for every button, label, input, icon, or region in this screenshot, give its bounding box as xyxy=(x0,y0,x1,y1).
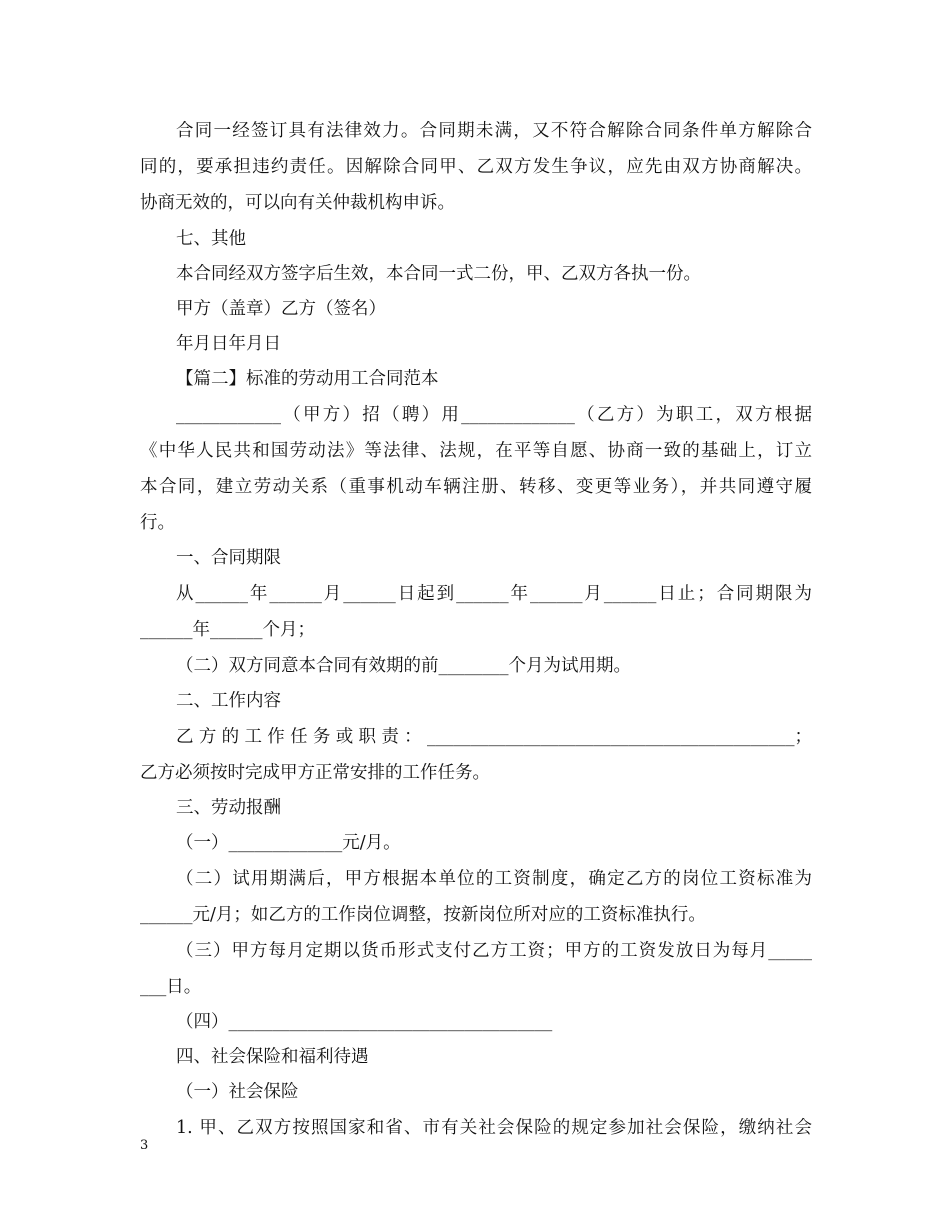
article-title: 【篇二】标准的劳动用工合同范本 xyxy=(176,369,439,389)
paragraph-line: ____________（甲方）招（聘）用_____________（乙方）为职工，双方根据 xyxy=(176,405,812,425)
paragraph-line: （二）双方同意本合同有效期的前________个月为试用期。 xyxy=(176,656,631,676)
date-line: 年月日年月日 xyxy=(176,334,281,354)
section-heading: 四、社会保险和福利待遇 xyxy=(176,1047,369,1067)
paragraph-line: 本合同经双方签字后生效，本合同一式二份，甲、乙双方各执一份。 xyxy=(176,264,701,284)
paragraph-line: （一）_____________元/月。 xyxy=(176,833,401,853)
paragraph-line: 本合同，建立劳动关系（重事机动车辆注册、转移、变更等业务），并共同遵守履 xyxy=(140,477,812,497)
signature-line: 甲方（盖章）乙方（签名） xyxy=(176,299,386,319)
paragraph-line: 协商无效的，可以向有关仲裁机构申诉。 xyxy=(140,193,455,213)
paragraph-line: ______元/月；如乙方的工作岗位调整，按新岗位所对应的工资标准执行。 xyxy=(140,905,706,925)
paragraph-line: 《中华人民共和国劳动法》等法律、法规，在平等自愿、协商一致的基础上，订立 xyxy=(140,441,812,461)
paragraph-line: 同的，要承担违约责任。因解除合同甲、乙双方发生争议，应先由双方协商解决。 xyxy=(140,157,812,177)
section-heading: 一、合同期限 xyxy=(176,548,281,568)
paragraph-line: （一）社会保险 xyxy=(176,1082,299,1102)
paragraph-line: 乙方必须按时完成甲方正常安排的工作任务。 xyxy=(140,763,490,783)
paragraph-line: 行。 xyxy=(140,513,175,533)
paragraph-line: 合同一经签订具有法律效力。合同期未满，又不符合解除合同条件单方解除合 xyxy=(176,121,812,141)
paragraph-line: （三）甲方每月定期以货币形式支付乙方工资；甲方的工资发放日为每月_____ xyxy=(176,941,812,961)
paragraph-line: ______年______个月； xyxy=(140,620,315,640)
paragraph-line: （四）_____________________________________ xyxy=(176,1012,553,1032)
paragraph-line: 乙方的工作任务或职责：__________________________________________； xyxy=(176,727,812,747)
paragraph-line: 从______年______月______日起到______年______月______日止；合同期限为 xyxy=(176,584,812,604)
section-heading: 三、劳动报酬 xyxy=(176,798,281,818)
section-heading: 二、工作内容 xyxy=(176,691,281,711)
paragraph-line: 1. 甲、乙双方按照国家和省、市有关社会保险的规定参加社会保险，缴纳社会 xyxy=(176,1118,812,1138)
paragraph-line: ___日。 xyxy=(140,977,202,997)
page-number: 3 xyxy=(140,1138,149,1153)
section-heading: 七、其他 xyxy=(176,229,246,249)
paragraph-line: （二）试用期满后，甲方根据本单位的工资制度，确定乙方的岗位工资标准为 xyxy=(176,869,812,889)
